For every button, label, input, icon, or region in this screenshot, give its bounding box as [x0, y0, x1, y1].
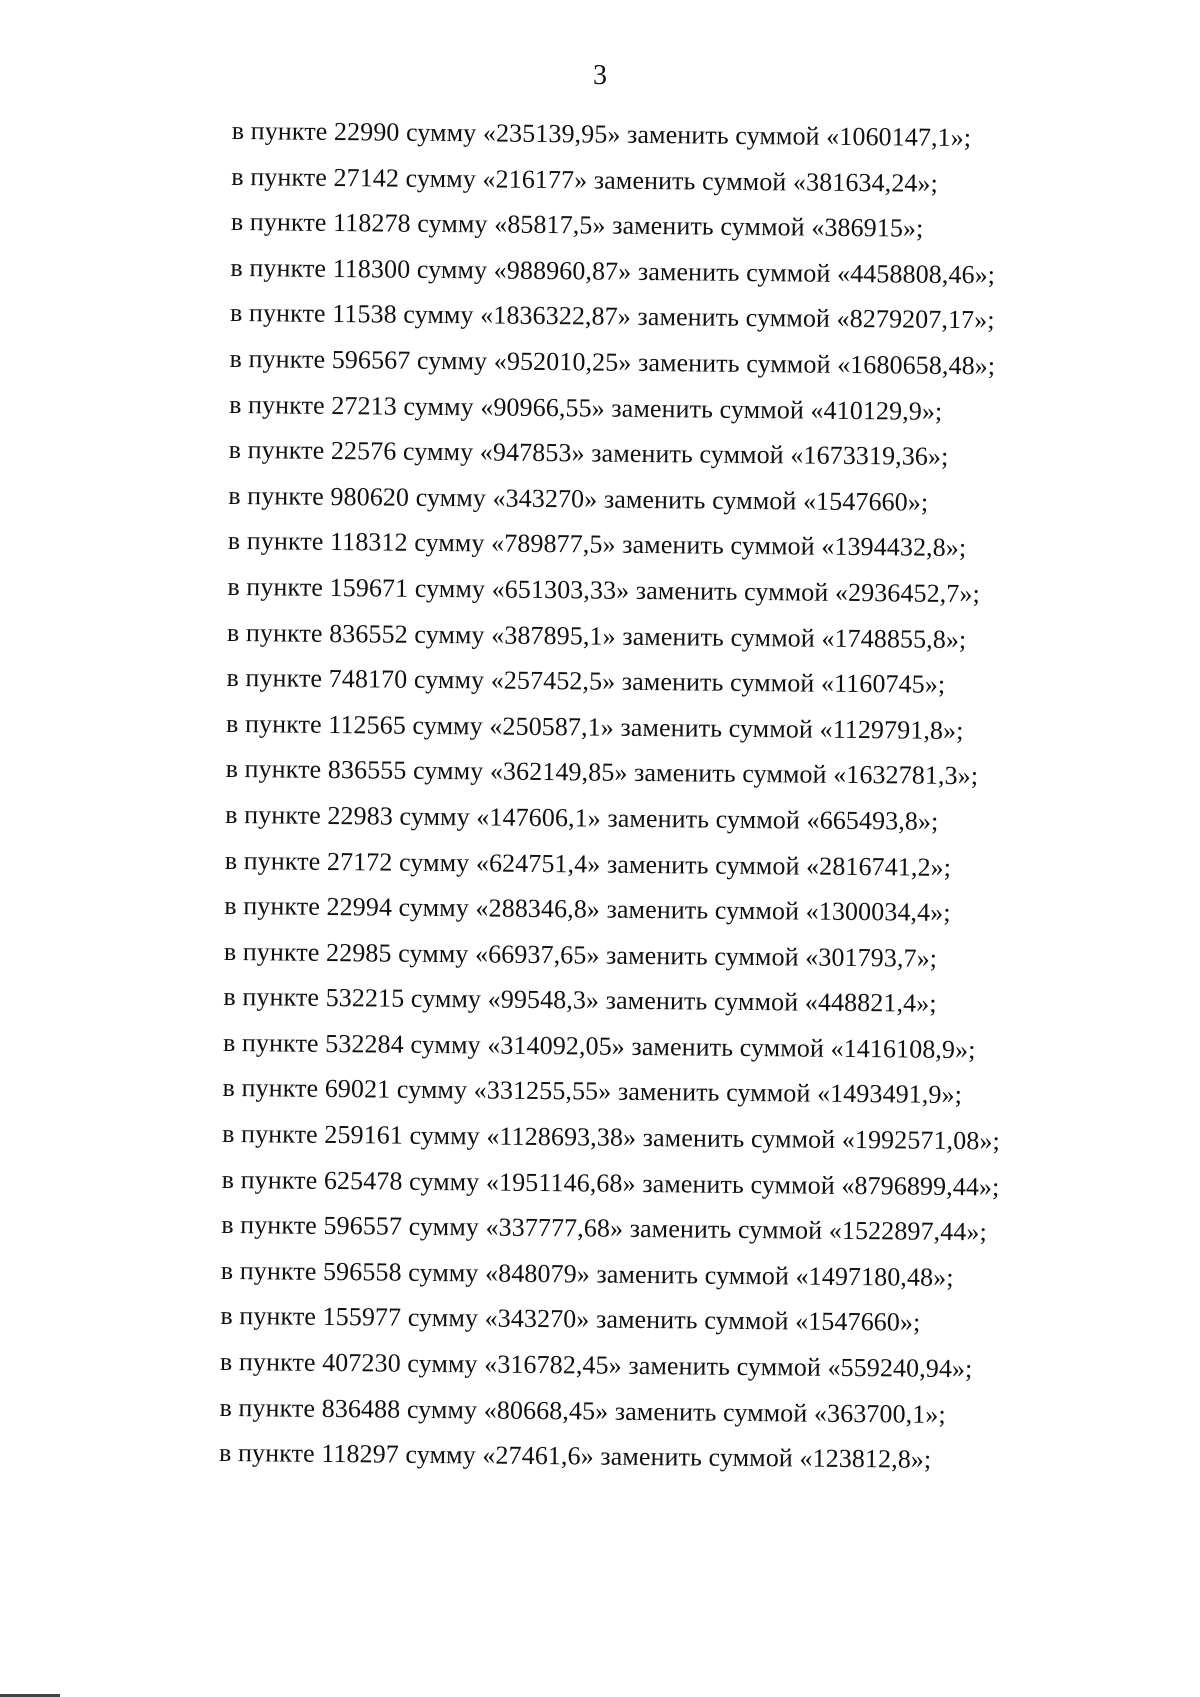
amendment-line: в пункте 532284 сумму «314092,05» заменить суммой «1416108,9»; [222, 1027, 976, 1065]
amendment-line: в пункте 22990 сумму «235139,95» заменить суммой «1060147,1»; [231, 115, 972, 153]
amendment-line: в пункте 118300 сумму «988960,87» заменить суммой «4458808,46»; [230, 252, 996, 290]
amendment-line: в пункте 22985 сумму «66937,65» заменить суммой «301793,7»; [223, 936, 938, 973]
amendment-line: в пункте 980620 сумму «343270» заменить суммой «1547660»; [228, 480, 929, 517]
page-number: 3 [593, 60, 607, 91]
amendment-line: в пункте 22994 сумму «288346,8» заменить суммой «1300034,4»; [224, 891, 951, 928]
amendment-line: в пункте 69021 сумму «331255,55» заменить суммой «1493491,9»; [222, 1073, 963, 1110]
amendment-line: в пункте 22576 сумму «947853» заменить суммой «1673319,36»; [228, 435, 949, 472]
amendment-list [219, 108, 1092, 1484]
amendment-line: в пункте 159671 сумму «651303,33» заменить суммой «2936452,7»; [227, 571, 981, 609]
amendment-line: в пункте 836552 сумму «387895,1» заменить суммой «1748855,8»; [226, 617, 967, 654]
amendment-line: в пункте 407230 сумму «316782,45» заменить суммой «559240,94»; [219, 1346, 973, 1384]
amendment-line: в пункте 112565 сумму «250587,1» заменить суммой «1129791,8»; [225, 708, 964, 745]
amendment-line: в пункте 155977 сумму «343270» заменить суммой «1547660»; [220, 1301, 921, 1338]
amendment-line: в пункте 596557 сумму «337777,68» заменить суммой «1522897,44»; [221, 1210, 987, 1247]
amendment-line: в пункте 836488 сумму «80668,45» заменить суммой «363700,1»; [219, 1392, 946, 1429]
amendment-line: в пункте 118278 сумму «85817,5» заменить суммой «386915»; [230, 207, 924, 243]
amendment-line: в пункте 11538 сумму «1836322,87» заменить суммой «8279207,17»; [229, 298, 995, 335]
amendment-line: в пункте 27213 сумму «90966,55» заменить суммой «410129,9»; [229, 389, 943, 426]
amendment-line: в пункте 596558 сумму «848079» заменить суммой «1497180,48»; [220, 1255, 954, 1292]
amendment-line: в пункте 596567 сумму «952010,25» заменить суммой «1680658,48»; [229, 343, 996, 381]
amendment-line: в пункте 22983 сумму «147606,1» заменить суммой «665493,8»; [225, 799, 939, 836]
amendment-line: в пункте 748170 сумму «257452,5» заменить суммой «1160745»; [226, 663, 946, 699]
amendment-line: в пункте 118312 сумму «789877,5» заменить суммой «1394432,8»; [227, 526, 967, 563]
amendment-line: в пункте 532215 сумму «99548,3» заменить суммой «448821,4»; [223, 982, 937, 1019]
amendment-line: в пункте 259161 сумму «1128693,38» заменить суммой «1992571,08»; [222, 1119, 1001, 1156]
amendment-line: в пункте 836555 сумму «362149,85» заменить суммой «1632781,3»; [225, 754, 979, 791]
amendment-line: в пункте 625478 сумму «1951146,68» заменить суммой «8796899,44»; [221, 1164, 1000, 1202]
amendment-line: в пункте 118297 сумму «27461,6» заменить суммой «123812,8»; [218, 1438, 932, 1474]
amendment-line: в пункте 27172 сумму «624751,4» заменить суммой «2816741,2»; [224, 845, 952, 882]
amendment-line: в пункте 27142 сумму «216177» заменить суммой «381634,24»; [231, 161, 939, 198]
